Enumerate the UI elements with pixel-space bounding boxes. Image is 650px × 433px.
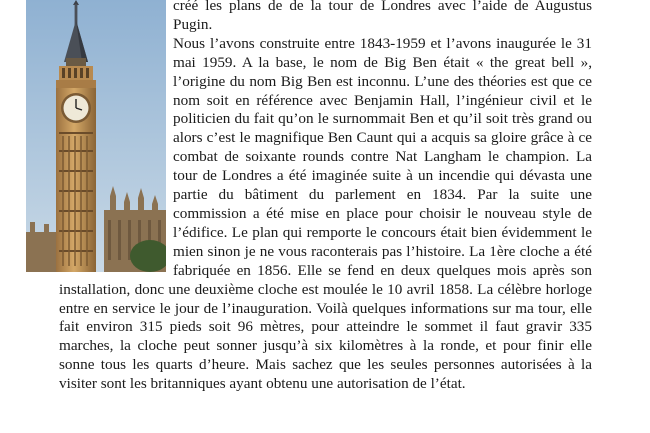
- article-paragraph-1: créé les plans de de la tour de Londres avec l’aide de Augustus Pugin.: [173, 0, 592, 33]
- article-paragraph-2: Nous l’avons construite entre 1843-1959 et l’avons inaugurée le 31 mai 1959. A la base, le nom de Big Ben était « the great bell », l’origine du nom Big Ben est inconnu. L’une des théories est que ce nom soit en référence avec Benjamin Hall, l’ingénieur civil et le politicien du fait qu’on le surnommait Ben et qu’il soit très grand ou alors c’est le magnifique Ben Caunt qui a acquis sa gloire grâce à ce combat de soixante rounds contre Nat Langham le champion. La tour de Londres a été imaginée suite à un incendie qui dévasta une partie du bâtiment du parlement en 1834. Par la suite une commission a été mise en place pour choisir le nouveau style de l’édifice. Le plan qui remporte le concours était bien évidemment le mien sinon je ne vous raconterais pas l’histoire. La 1ère cloche a été fabriquée en 1856. Elle se fend en deux quelques mois après son installation, donc une deuxième cloche est moulée le 10 avril 1858. La célèbre horloge entre en service le jour de l’inauguration. Voilà quelques informations sur ma tour, elle fait environ 315 pieds soit 96 mètres, pour atteindre le sommet il faut gravir 335 marches, la cloche peut sonner jusqu’à six kilomètres à la ronde, et pour finir elle sonne tous les quarts d’heure. Mais sachez que les seules personnes autorisées à la visiter sont les britanniques ayant obtenu une autorisation de l’état.: [59, 34, 592, 393]
- article-text: [59, 0, 592, 394]
- photo-wrap-spacer: [59, 0, 173, 271]
